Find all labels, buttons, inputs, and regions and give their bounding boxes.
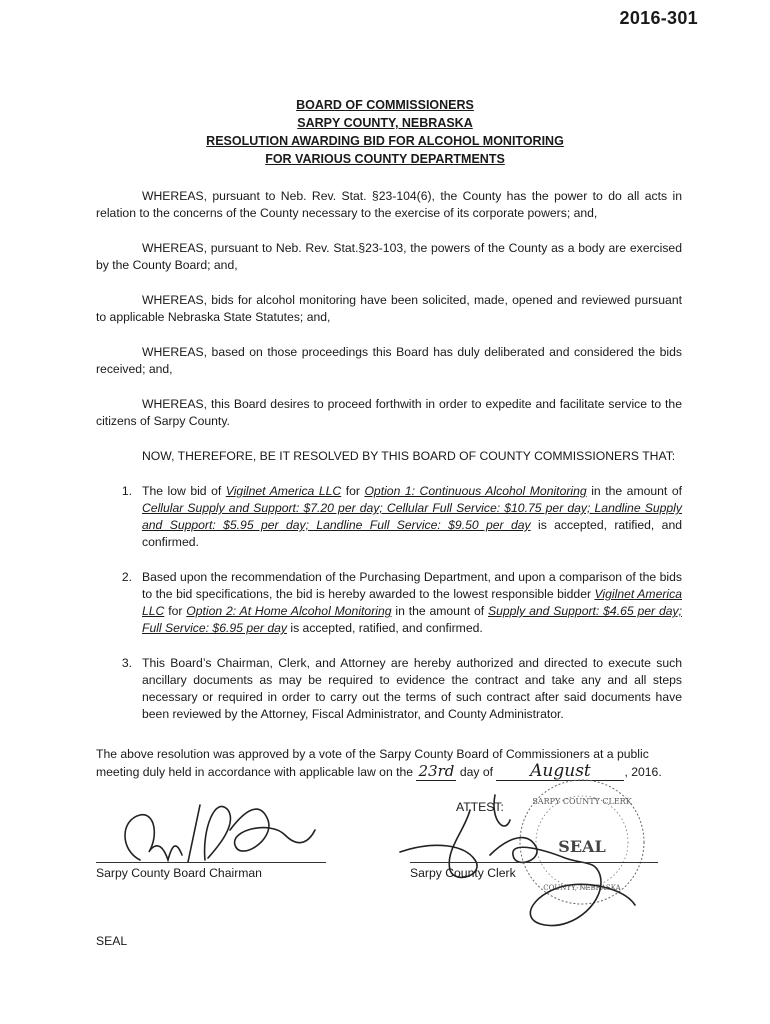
approval-text: , 2016. xyxy=(624,765,662,779)
header-line-4: FOR VARIOUS COUNTY DEPARTMENTS xyxy=(265,152,505,166)
approval-month: August xyxy=(496,763,624,781)
clerk-signature xyxy=(395,790,650,940)
whereas-clause: WHEREAS, pursuant to Neb. Rev. Stat. §23-104(6), the County has the power to do all acts in relation to the concerns of the County necessary to the exercise of its corporate powers; and, xyxy=(96,189,682,220)
seal-center-text: SEAL xyxy=(558,837,606,856)
header-line-2: SARPY COUNTY, NEBRASKA xyxy=(297,116,473,130)
bid-option: Option 1: Continuous Alcohol Monitoring xyxy=(364,484,587,498)
resolution-item-2 xyxy=(96,569,682,637)
clerk-signature-line xyxy=(410,862,658,863)
item-text: This Board’s Chairman, Clerk, and Attorney are hereby authorized and directed to execute such ancillary documents as may be required to evidence the contract and take any and all steps necessary or required in order to carry out the terms of such contract after said documents have been reviewed by the Attorney, Fiscal Administrator, and County Administrator. xyxy=(142,656,682,721)
resolution-header xyxy=(0,96,770,168)
approval-text: The above resolution was approved by a vote of the Sarpy County Board of Commissioners at a public meeting duly held in accordance with applicable law on the xyxy=(96,747,649,779)
item-text-part: Based upon the recommendation of the Purchasing Department, and upon a comparison of the bids to the bid specifications, the bid is hereby awarded to the lowest responsible bidder xyxy=(142,570,682,601)
bidder-name: Vigilnet America LLC xyxy=(142,587,682,618)
bid-option: Option 2: At Home Alcohol Monitoring xyxy=(186,604,392,618)
resolved-clause: NOW, THEREFORE, BE IT RESOLVED BY THIS BOARD OF COUNTY COMMISSIONERS THAT: xyxy=(142,449,676,463)
approval-day: 23rd xyxy=(416,763,456,781)
seal-label: SEAL xyxy=(96,934,128,948)
chairman-signature-line xyxy=(96,862,326,863)
item-number: 1. xyxy=(121,484,132,498)
whereas-clause: WHEREAS, based on those proceedings this Board has duly deliberated and considered the bids received; and, xyxy=(96,345,682,376)
resolution-body xyxy=(96,188,682,741)
item-text-part: for xyxy=(164,604,187,618)
chairman-label: Sarpy County Board Chairman xyxy=(96,866,262,880)
whereas-clause: WHEREAS, bids for alcohol monitoring have been solicited, made, opened and reviewed pursuant to applicable Nebraska State Statutes; and, xyxy=(96,293,682,324)
header-line-3: RESOLUTION AWARDING BID FOR ALCOHOL MONITORING xyxy=(206,134,564,148)
item-text-part: in the amount of xyxy=(586,484,682,498)
item-text-part: is accepted, ratified, and confirmed. xyxy=(286,621,483,635)
resolution-item-1 xyxy=(96,483,682,551)
resolution-item-3 xyxy=(96,655,682,723)
attest-label: ATTEST: xyxy=(456,800,504,814)
bidder-name: Vigilnet America LLC xyxy=(225,484,342,498)
seal-top-text: SARPY COUNTY CLERK xyxy=(532,797,632,806)
whereas-clause: WHEREAS, this Board desires to proceed forthwith in order to expedite and facilitate service to the citizens of Sarpy County. xyxy=(96,397,682,428)
item-number: 3. xyxy=(121,656,132,670)
item-text xyxy=(142,569,682,637)
item-text-part: is accepted, ratified, and confirmed. xyxy=(142,518,682,549)
item-text-part: in the amount of xyxy=(391,604,488,618)
bid-amount: Supply and Support: $4.65 per day; Full Service: $6.95 per day xyxy=(142,604,682,635)
chairman-signature xyxy=(110,790,340,870)
item-text-part: for xyxy=(341,484,365,498)
bid-amount: Cellular Supply and Support: $7.20 per day; Cellular Full Service: $10.75 per day; Landline Supply and Support: $5.95 per day; Landline Full Service: $9.50 per day xyxy=(142,501,682,532)
item-text xyxy=(142,483,682,551)
seal-bottom-text: COUNTY, NEBRASKA xyxy=(543,884,621,892)
item-number: 2. xyxy=(121,570,132,584)
whereas-clause: WHEREAS, pursuant to Neb. Rev. Stat.§23-103, the powers of the County as a body are exercised by the County Board; and, xyxy=(96,241,682,272)
approval-text: day of xyxy=(459,765,494,779)
clerk-label: Sarpy County Clerk xyxy=(410,866,516,880)
header-line-1: BOARD OF COMMISSIONERS xyxy=(296,98,474,112)
document-number: 2016-301 xyxy=(619,8,698,28)
item-text-part: The low bid of xyxy=(142,484,226,498)
